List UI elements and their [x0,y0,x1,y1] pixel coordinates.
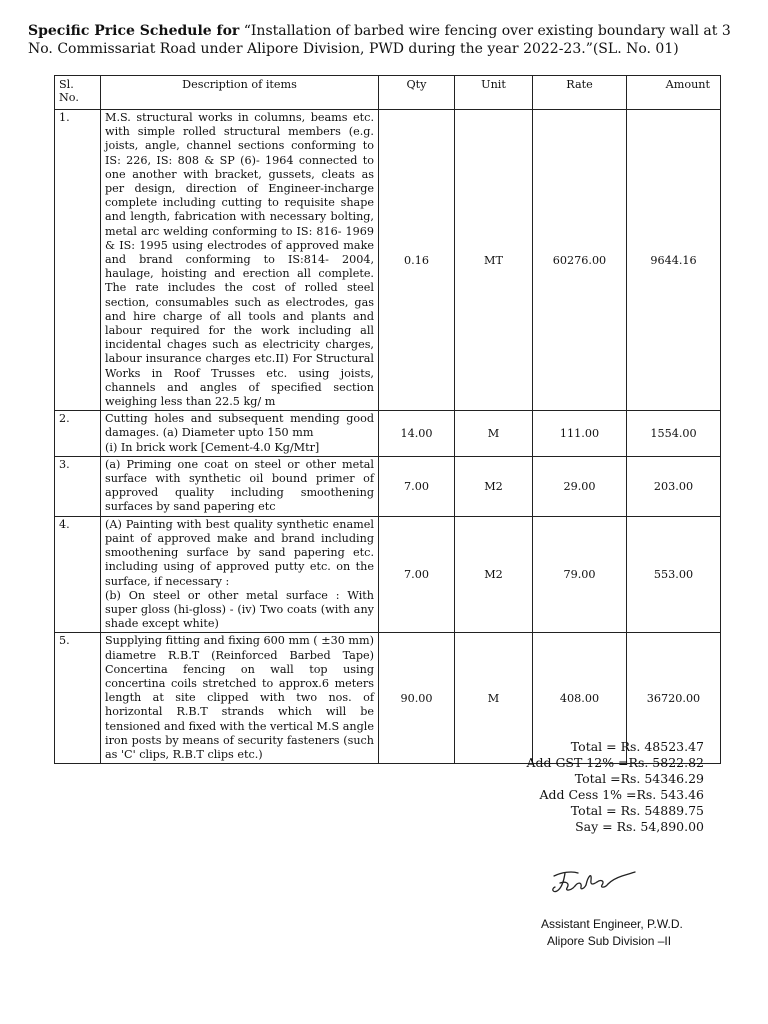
total-with-gst-line: Total =Rs. 54346.29 [574,771,704,786]
header-description: Description of items [101,76,379,110]
row-qty: 14.00 [379,411,455,457]
row-amount: 1554.00 [627,411,721,457]
row-description: Cutting holes and subsequent mending good damages. (a) Diameter upto 150 mm (i) In brick work [Cement-4.0 Kg/Mtr] [101,411,379,457]
price-schedule-table [54,75,721,764]
signature-icon [548,864,638,898]
row-qty: 90.00 [379,633,455,764]
table-row [55,411,721,457]
heading-text: “Installation of barbed wire fencing over existing boundary wall at 3 No. Commissariat Road under Alipore Division, PWD during the year 2022-23.”(SL. No. 01) [28,23,731,57]
row-unit: M [455,411,533,457]
table-body [55,110,721,764]
row-amount: 9644.16 [627,110,721,411]
row-sl-no: 2. [55,411,101,457]
table-header-row [55,76,721,110]
total-line: Total = Rs. 48523.47 [570,739,704,754]
row-amount: 553.00 [627,516,721,633]
table-row [55,456,721,516]
row-rate: 408.00 [533,633,627,764]
row-amount: 36720.00 [627,633,721,764]
signatory-office: Alipore Sub Division –II [547,934,672,948]
header-sl-no: Sl. No. [55,76,101,110]
table-row [55,516,721,633]
header-rate: Rate [533,76,627,110]
row-unit: M [455,633,533,764]
row-sl-no: 5. [55,633,101,764]
header-qty: Qty [379,76,455,110]
say-total-line: Say = Rs. 54,890.00 [575,819,704,834]
row-rate: 79.00 [533,516,627,633]
row-unit: MT [455,110,533,411]
gst-line: Add GST 12% =Rs. 5822.82 [526,755,704,770]
cess-line: Add Cess 1% =Rs. 543.46 [539,787,704,802]
row-sl-no: 4. [55,516,101,633]
row-description: (A) Painting with best quality synthetic enamel paint of approved make and brand including smoothening surface by sand papering etc. including using of approved putty etc. on the surface, if necessary : (b) On steel or other metal surface : With super gloss (hi-gloss) - (iv) Two coats (with any shade except white) [101,516,379,633]
row-description: M.S. structural works in columns, beams etc. with simple rolled structural members (e.g. joists, angle, channel sections conforming to IS: 226, IS: 808 & SP (6)- 1964 connected to one another with bracket, gussets, cleats as per design, direction of Engineer-incharge complete including cutting to requisite shape and length, fabrication with necessary bolting, metal arc welding conforming to IS: 816- 1969 & IS: 1995 using electrodes of approved make and brand conforming to IS:814- 2004, haulage, hoisting and erection all complete. The rate includes the cost of rolled steel section, consumables such as electrodes, gas and hire charge of all tools and plants and labour required for the work including all incidental chages such as electricity charges, labour insurance charges etc.II) For Structural Works in Roof Trusses etc. using joists, channels and angles of specified section weighing less than 22.5 kg/ m [101,110,379,411]
row-qty: 0.16 [379,110,455,411]
row-description: (a) Priming one coat on steel or other metal surface with synthetic oil bound primer of approved quality including smoothening surfaces by sand papering etc [101,456,379,516]
signatory-title: Assistant Engineer, P.W.D. [541,917,683,931]
row-sl-no: 1. [55,110,101,411]
totals-block [470,739,704,835]
document-heading [28,22,738,58]
heading-bold: Specific Price Schedule for [28,23,240,39]
grand-total-line: Total = Rs. 54889.75 [570,803,704,818]
row-description: Supplying fitting and fixing 600 mm ( ±30 mm) diametre R.B.T (Reinforced Barbed Tape) Concertina fencing on wall top using concertina coils stretched to approx.6 meters length at site clipped with two nos. of horizontal R.B.T strands which will be tensioned and fixed with the vertical M.S angle iron posts by means of security fasteners (such as 'C' clips, R.B.T clips etc.) [101,633,379,764]
header-amount: Amount [627,76,721,110]
row-unit: M2 [455,456,533,516]
row-rate: 60276.00 [533,110,627,411]
signatory-block [541,916,683,950]
row-sl-no: 3. [55,456,101,516]
row-qty: 7.00 [379,456,455,516]
row-rate: 111.00 [533,411,627,457]
table-row [55,110,721,411]
row-unit: M2 [455,516,533,633]
row-rate: 29.00 [533,456,627,516]
row-qty: 7.00 [379,516,455,633]
row-amount: 203.00 [627,456,721,516]
header-unit: Unit [455,76,533,110]
